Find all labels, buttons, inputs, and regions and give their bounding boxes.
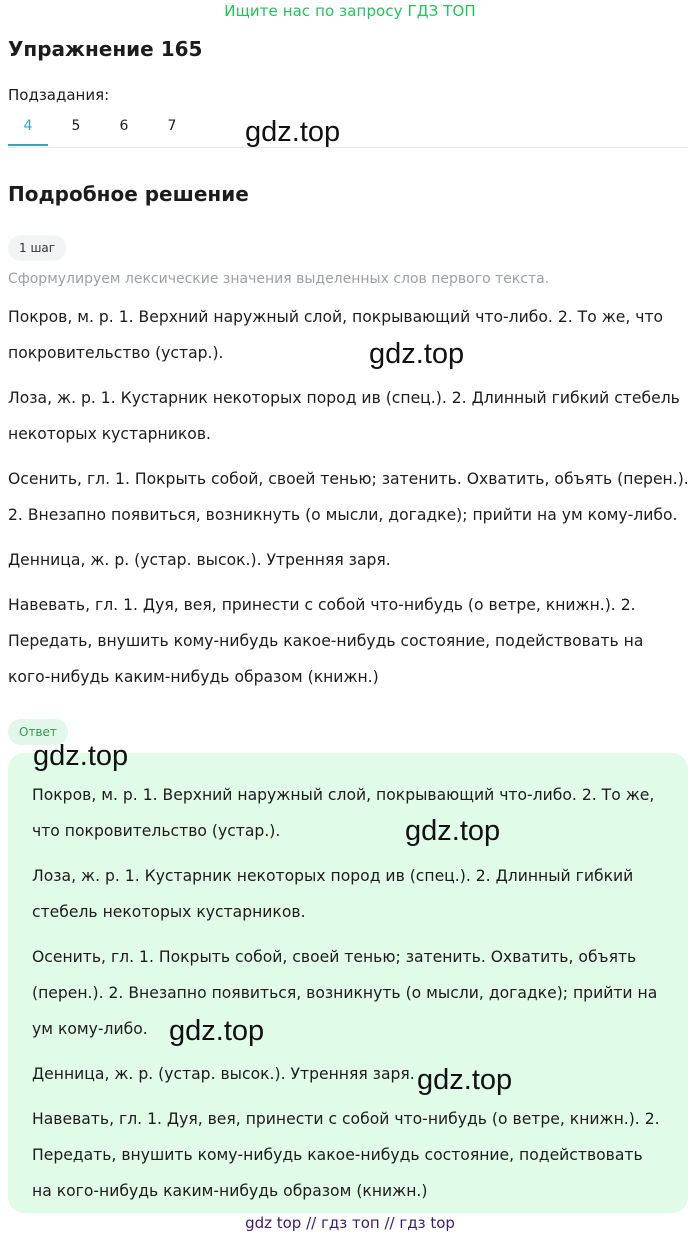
answer-line: Покров, м. р. 1. Верхний наружный слой, покрывающий что-либо. 2. То же, bbox=[32, 786, 655, 804]
answer-line: Навевать, гл. 1. Дуя, вея, принести с собой что-нибудь (о ветре, книжн.). 2. bbox=[32, 1110, 660, 1128]
answer-line: на кого-нибудь каким-нибудь образом (книжн.) bbox=[32, 1182, 428, 1200]
solution-line: Навевать, гл. 1. Дуя, вея, принести с собой что-нибудь (о ветре, книжн.). 2. bbox=[8, 596, 636, 614]
solution-line: 2. Внезапно появиться, возникнуть (о мысли, догадке); прийти на ум кому-либо. bbox=[8, 506, 678, 524]
solution-line: Покров, м. р. 1. Верхний наружный слой, покрывающий что-либо. 2. То же, что bbox=[8, 308, 664, 326]
step-badge: 1 шаг bbox=[8, 235, 66, 261]
watermark: gdz.top bbox=[369, 338, 465, 370]
solution-line: Передать, внушить кому-нибудь какое-нибудь состояние, подействовать на bbox=[8, 632, 644, 650]
answer-line: Осенить, гл. 1. Покрыть собой, своей тенью; затенить. Охватить, объять bbox=[32, 948, 637, 966]
watermark: gdz.top bbox=[245, 116, 341, 148]
solution-title: Подробное решение bbox=[8, 182, 249, 206]
solution-line: кого-нибудь каким-нибудь образом (книжн.) bbox=[8, 668, 379, 686]
watermark: gdz.top bbox=[169, 1015, 265, 1047]
search-banner[interactable]: Ищите нас по запросу ГДЗ ТОП bbox=[224, 2, 476, 20]
watermark: gdz.top bbox=[417, 1064, 513, 1096]
answer-line: (перен.). 2. Внезапно появиться, возникнуть (о мысли, догадке); прийти на bbox=[32, 984, 658, 1002]
tab-subtask-4[interactable]: 4 bbox=[8, 117, 48, 146]
answer-line: что покровительство (устар.). bbox=[32, 822, 281, 840]
answer-line: стебель некоторых кустарников. bbox=[32, 903, 306, 921]
answer-line: Передать, внушить кому-нибудь какое-нибудь состояние, подействовать bbox=[32, 1146, 643, 1164]
answer-line: Денница, ж. р. (устар. высок.). Утренняя заря. bbox=[32, 1065, 415, 1083]
solution-line: некоторых кустарников. bbox=[8, 425, 211, 443]
exercise-title: Упражнение 165 bbox=[8, 37, 203, 61]
subtasks-label: Подзадания: bbox=[8, 86, 110, 104]
tab-subtask-6[interactable]: 6 bbox=[119, 118, 129, 134]
watermark: gdz.top bbox=[33, 740, 129, 772]
solution-intro: Сформулируем лексические значения выделенных слов первого текста. bbox=[8, 271, 550, 287]
answer-badge: Ответ bbox=[8, 719, 68, 745]
subtask-tabs bbox=[8, 117, 688, 148]
answer-line: Лоза, ж. р. 1. Кустарник некоторых пород ив (спец.). 2. Длинный гибкий bbox=[32, 867, 634, 885]
solution-line: Денница, ж. р. (устар. высок.). Утренняя заря. bbox=[8, 551, 391, 569]
tab-subtask-5[interactable]: 5 bbox=[71, 118, 81, 134]
solution-line: Лоза, ж. р. 1. Кустарник некоторых пород ив (спец.). 2. Длинный гибкий стебель bbox=[8, 389, 680, 407]
solution-line: покровительство (устар.). bbox=[8, 344, 224, 362]
watermark: gdz.top bbox=[405, 815, 501, 847]
tab-subtask-7[interactable]: 7 bbox=[167, 118, 177, 134]
answer-line: ум кому-либо. bbox=[32, 1020, 148, 1038]
footer-links[interactable]: gdz top // гдз топ // гдз top bbox=[245, 1214, 455, 1232]
solution-line: Осенить, гл. 1. Покрыть собой, своей тенью; затенить. Охватить, объять (перен.). bbox=[8, 470, 689, 488]
